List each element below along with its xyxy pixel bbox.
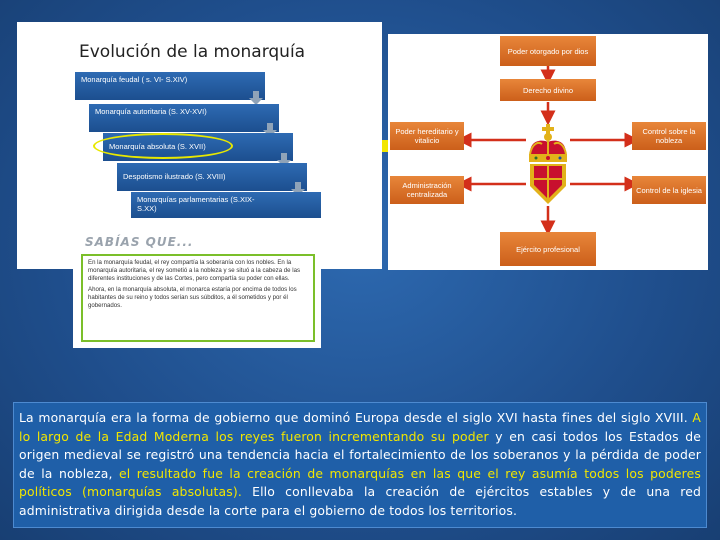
absolute-monarchy-diagram: [388, 34, 708, 270]
crown-icon: [522, 124, 574, 206]
sabias-content: [81, 254, 315, 342]
box-label: Control de la iglesia: [636, 185, 702, 195]
box-label: Control sobre la nobleza: [642, 127, 696, 145]
box-control-iglesia: [632, 176, 706, 204]
box-label: Poder otorgado por dios: [507, 46, 589, 56]
step-label: Monarquías parlamentarias (S.XIX-S.XX): [137, 195, 255, 214]
text-part-3: y en casi todos los Estados de origen medieval se registró una tendencia hacia el fortalecimiento de los soberanos y la pérdida de poder de la nobleza,: [19, 428, 701, 481]
highlight-ellipse: [93, 133, 233, 159]
box-poder-otorgado: [500, 36, 596, 66]
box-ejercito-profesional: [500, 232, 596, 266]
box-label: Administración centralizada: [402, 181, 452, 199]
box-derecho-divino: [500, 79, 596, 101]
step-label: Monarquía absoluta (S. XVII): [109, 142, 206, 151]
step-label: Monarquía feudal ( s. VI- S.XIV): [81, 75, 188, 84]
sabias-que-box: [73, 232, 321, 348]
down-arrow-icon: [249, 91, 263, 105]
box-poder-hereditario: [390, 122, 464, 150]
box-label: Ejército profesional: [516, 244, 580, 254]
text-highlight-1: A lo largo de la Edad Moderna los reyes fueron incrementando su poder: [19, 410, 701, 444]
box-label: Poder hereditario y vitalicio: [395, 127, 459, 145]
sabias-paragraph-2: Ahora, en la monarquía absoluta, el monarca estaría por encima de todos los habitantes de su reino y todos serían sus súbditos, a él sometidos y por él gobernados.: [88, 286, 297, 310]
step-monarquia-autoritaria: [89, 104, 279, 132]
text-highlight-2: el resultado fue la creación de monarquías en las que el rey asumía todos los poderes políticos (monarquías absolutas).: [19, 465, 701, 499]
step-monarquias-parlamentarias: [131, 192, 321, 218]
step-despotismo-ilustrado: [117, 163, 307, 191]
step-monarquia-feudal: [75, 72, 265, 100]
text-part-1: La monarquía era la forma de gobierno que dominó Europa desde el siglo XVI hasta fines del siglo XVIII.: [19, 410, 693, 425]
box-control-nobleza: [632, 122, 706, 150]
panel-title: Evolución de la monarquía: [79, 42, 306, 62]
box-administracion-centralizada: [390, 176, 464, 204]
box-label: Derecho divino: [522, 85, 574, 95]
text-part-5: Ello conllevaba la creación de ejércitos estables y de una red administrativa dirigida desde la corte para el gobierno de todos los territorios.: [19, 484, 701, 518]
step-label: Monarquía autoritaria (S. XV-XVI): [95, 107, 207, 116]
explanation-text: [13, 402, 707, 528]
sabias-paragraph-1: En la monarquía feudal, el rey compartía la soberanía con los nobles. En la monarquía autoritaria, el rey sometió a la nobleza y se situó a la cabeza de las diferentes instituciones y de las Cortes, pero compartía su poder con ellas.: [88, 259, 301, 283]
sabias-title: SABÍAS QUE...: [85, 235, 194, 249]
step-label: Despotismo ilustrado (S. XVIII): [123, 172, 226, 181]
